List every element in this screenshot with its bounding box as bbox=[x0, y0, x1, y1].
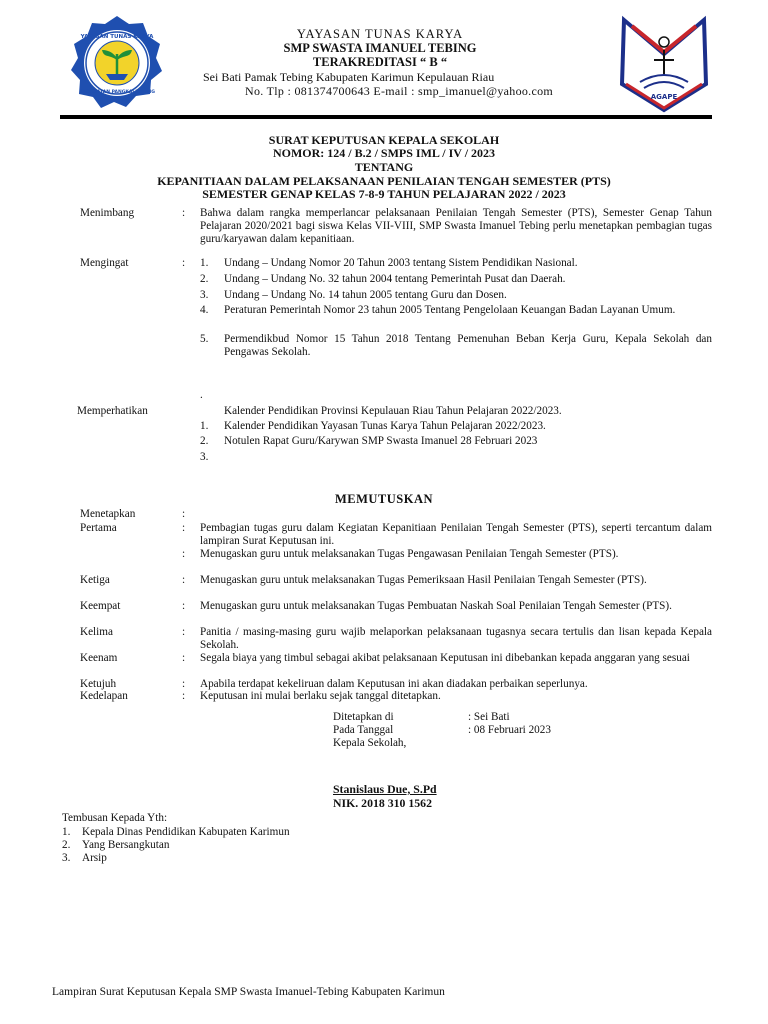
title-tentang: TENTANG bbox=[354, 160, 414, 174]
decision-text: Menugaskan guru untuk melaksanakan Tugas Pembuatan Naskah Soal Penilaian Tengah Semester (PTS). bbox=[200, 600, 672, 612]
mengingat-item: Undang – Undang No. 14 tahun 2005 tentang Guru dan Dosen. bbox=[224, 289, 507, 301]
title-line-1: SURAT KEPUTUSAN KEPALA SEKOLAH bbox=[268, 133, 500, 147]
memutuskan-heading: MEMUTUSKAN bbox=[334, 492, 434, 506]
decision-label: Menetapkan bbox=[80, 508, 136, 520]
tembusan-item: Yang Bersangkutan bbox=[82, 839, 170, 851]
memperhatikan-dot: . bbox=[200, 389, 203, 401]
memperhatikan-item-number: 3. bbox=[200, 451, 209, 463]
logo-left-text: YAYASAN TUNAS KARYA bbox=[80, 34, 154, 40]
memperhatikan-item-number: 2. bbox=[200, 435, 209, 447]
signer-name: Stanislaus Due, S.Pd bbox=[333, 782, 437, 796]
mengingat-label: Mengingat bbox=[80, 257, 129, 269]
decision-text: Pembagian tugas guru dalam Kegiatan Kepanitiaan Penilaian Tengah Semester (PTS), seperti tercantum dalam lampiran Surat Keputusan ini. bbox=[200, 522, 712, 547]
decision-text: Keputusan ini mulai berlaku sejak tanggal ditetapkan. bbox=[200, 690, 441, 702]
accreditation: TERAKREDITASI “ B “ bbox=[312, 55, 448, 69]
decision-label: Ketujuh bbox=[80, 678, 117, 690]
tembusan-item: Kepala Dinas Pendidikan Kabupaten Karimun bbox=[82, 826, 290, 838]
mengingat-item-number: 2. bbox=[200, 273, 209, 285]
decision-colon: : bbox=[182, 690, 186, 702]
decision-text: Apabila terdapat kekeliruan dalam Keputusan ini akan diadakan perbaikan seperlunya. bbox=[200, 678, 588, 690]
school-name: SMP SWASTA IMANUEL TEBING bbox=[283, 41, 477, 55]
title-subject: KEPANITIAAN DALAM PELAKSANAAN PENILAIAN TENGAH SEMESTER (PTS) bbox=[157, 174, 611, 188]
memperhatikan-label: Memperhatikan bbox=[77, 405, 148, 417]
decision-label: Kelima bbox=[80, 626, 113, 638]
date-label: Pada Tanggal bbox=[333, 724, 394, 736]
decision-label: Pertama bbox=[80, 522, 117, 534]
school-address: Sei Bati Pamak Tebing Kabupaten Karimun Kepulauan Riau bbox=[203, 70, 495, 84]
decision-label: Ketiga bbox=[80, 574, 110, 586]
tembusan-item: Arsip bbox=[82, 852, 107, 864]
title-semester: SEMESTER GENAP KELAS 7-8-9 TAHUN PELAJARAN 2022 / 2023 bbox=[202, 187, 566, 201]
tembusan-item-number: 2. bbox=[62, 839, 71, 851]
foundation-name: YAYASAN TUNAS KARYA bbox=[296, 27, 464, 41]
place-value: : Sei Bati bbox=[468, 711, 510, 723]
logo-right bbox=[612, 14, 716, 114]
memperhatikan-item: Kalender Pendidikan Yayasan Tunas Karya Tahun Pelajaran 2022/2023. bbox=[224, 420, 546, 432]
decision-colon: : bbox=[182, 508, 186, 520]
memperhatikan-first: Kalender Pendidikan Provinsi Kepulauan Riau Tahun Pelajaran 2022/2023. bbox=[224, 405, 562, 417]
logo-left-text-bottom: KECAMATAN PANGKALPINANG bbox=[79, 90, 155, 95]
mengingat-item: Undang – Undang No. 32 tahun 2004 tentang Pemerintah Pusat dan Daerah. bbox=[224, 273, 566, 285]
letterhead-divider bbox=[60, 115, 712, 119]
decision-colon: : bbox=[182, 522, 186, 534]
decision-label: Keenam bbox=[80, 652, 118, 664]
tembusan-heading: Tembusan Kepada Yth: bbox=[62, 812, 168, 824]
memperhatikan-item: Notulen Rapat Guru/Karywan SMP Swasta Imanuel 28 Februari 2023 bbox=[224, 435, 538, 447]
signer-nik: NIK. 2018 310 1562 bbox=[333, 796, 432, 810]
menimbang-colon: : bbox=[182, 207, 186, 219]
decision-colon: : bbox=[182, 678, 186, 690]
signer-role: Kepala Sekolah, bbox=[333, 737, 407, 749]
decision-colon: : bbox=[182, 600, 186, 612]
decision-text: Panitia / masing-masing guru wajib melaporkan pelaksanaan tugasnya secara tertulis dan lisan kepada Kepala Sekolah. bbox=[200, 626, 712, 651]
mengingat-item-number: 5. bbox=[200, 333, 209, 345]
school-contact: No. Tlp : 081374700643 E-mail : smp_imanuel@yahoo.com bbox=[245, 84, 554, 98]
logo-right-text: AGAPE bbox=[650, 93, 678, 101]
mengingat-item: Peraturan Pemerintah Nomor 23 tahun 2005 Tentang Pengelolaan Keuangan Badan Layanan Umum. bbox=[224, 304, 676, 316]
mengingat-colon: : bbox=[182, 257, 186, 269]
logo-left bbox=[68, 14, 166, 112]
mengingat-item-number: 4. bbox=[200, 304, 209, 316]
decision-label: Kedelapan bbox=[80, 690, 128, 702]
date-value: : 08 Februari 2023 bbox=[468, 724, 551, 736]
memperhatikan-item-number: 1. bbox=[200, 420, 209, 432]
mengingat-item-number: 3. bbox=[200, 289, 209, 301]
menimbang-label: Menimbang bbox=[80, 207, 135, 219]
tembusan-item-number: 3. bbox=[62, 852, 71, 864]
decision-colon: : bbox=[182, 626, 186, 638]
footer-attachment-note: Lampiran Surat Keputusan Kepala SMP Swasta Imanuel-Tebing Kabupaten Karimun bbox=[52, 986, 445, 998]
decision-colon: : bbox=[182, 548, 186, 560]
tembusan-item-number: 1. bbox=[62, 826, 71, 838]
place-label: Ditetapkan di bbox=[333, 711, 394, 723]
decision-colon: : bbox=[182, 574, 186, 586]
mengingat-item: Permendikbud Nomor 15 Tahun 2018 Tentang Pemenuhan Beban Kerja Guru, Kepala Sekolah dan Pengawas Sekolah. bbox=[224, 333, 712, 358]
decision-colon: : bbox=[182, 652, 186, 664]
mengingat-item-number: 1. bbox=[200, 257, 209, 269]
title-number: NOMOR: 124 / B.2 / SMPS IML / IV / 2023 bbox=[272, 146, 496, 160]
decision-text: Menugaskan guru untuk melaksanakan Tugas Pengawasan Penilaian Tengah Semester (PTS). bbox=[200, 548, 619, 560]
decision-text: Segala biaya yang timbul sebagai akibat pelaksanaan Keputusan ini dibebankan kepada anggaran yang sesuai bbox=[200, 652, 690, 664]
decision-label: Keempat bbox=[80, 600, 121, 612]
decision-text: Menugaskan guru untuk melaksanakan Tugas Pemeriksaan Hasil Penilaian Tengah Semester (PTS). bbox=[200, 574, 647, 586]
menimbang-text: Bahwa dalam rangka memperlancar pelaksanaan Penilaian Tengah Semester (PTS), Semester Genap Tahun Pelajaran 2020/2021 bagi siswa Kelas VII-VIII, SMP Swasta Imanuel Tebing perlu menetapkan pembagian tugas guru/karyawan dalam kepanitiaan. bbox=[200, 207, 712, 245]
mengingat-item: Undang – Undang Nomor 20 Tahun 2003 tentang Sistem Pendidikan Nasional. bbox=[224, 257, 578, 269]
